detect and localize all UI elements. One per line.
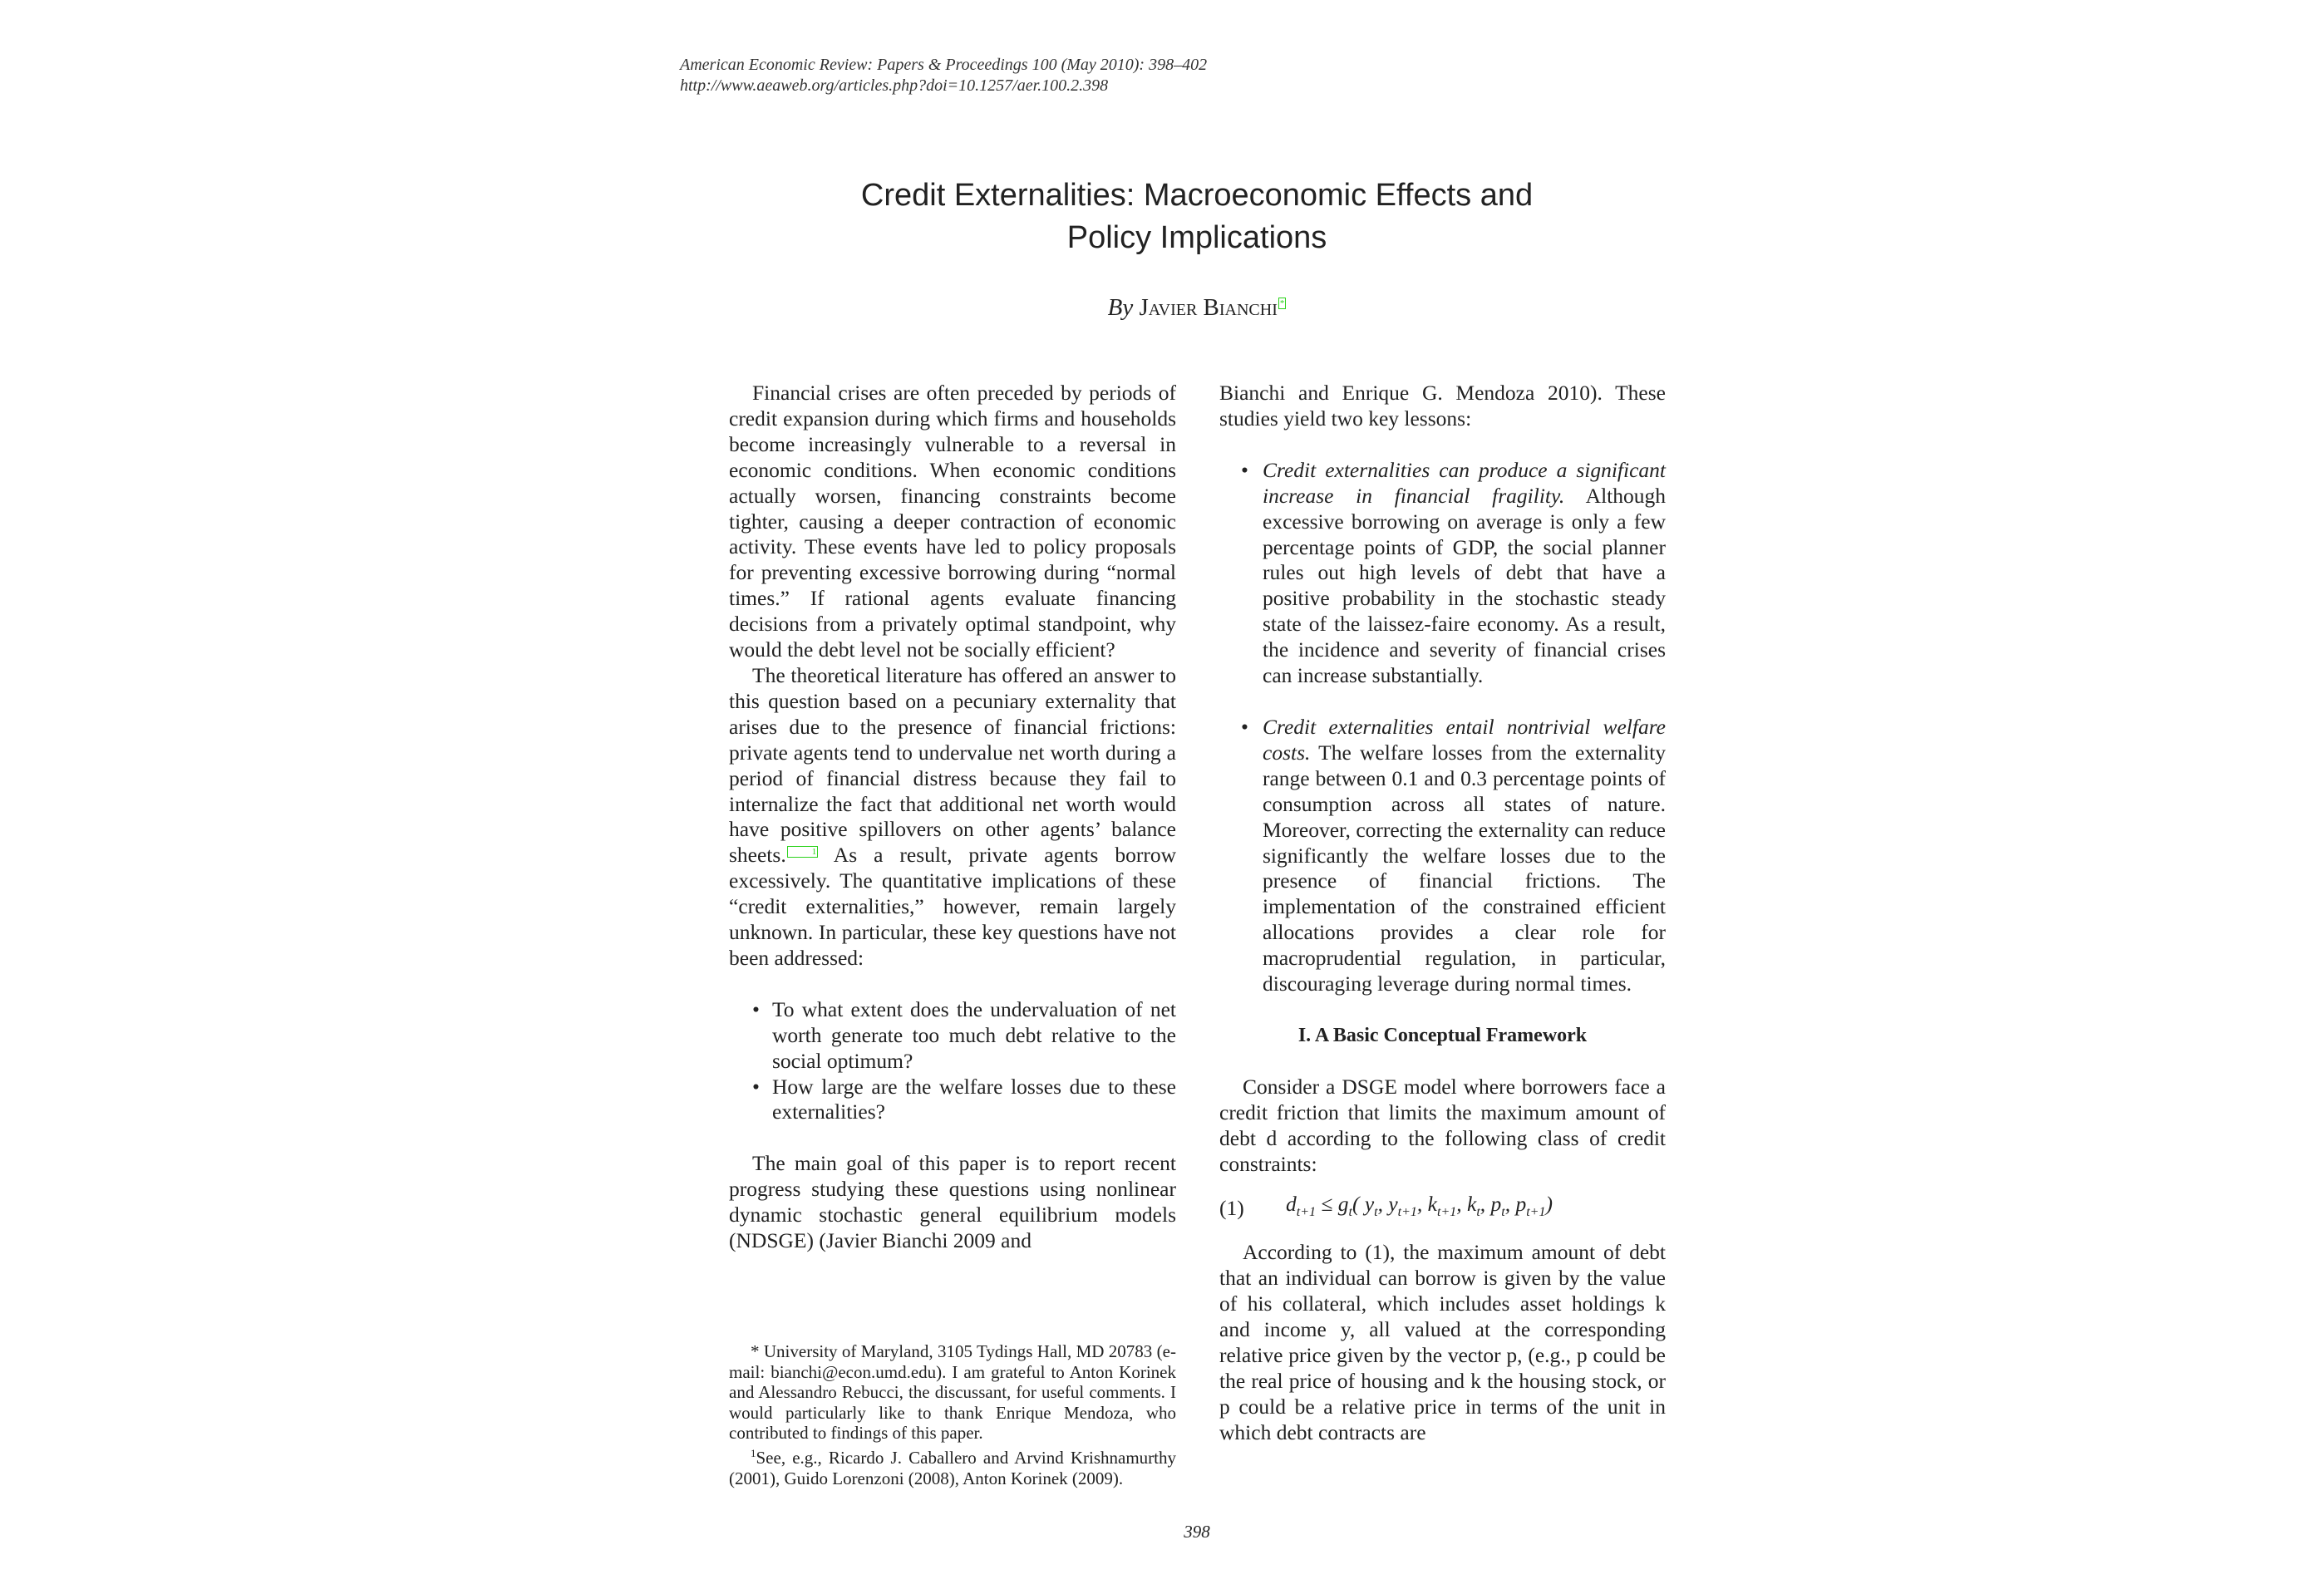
bullet-text: To what extent does the undervaluation of net worth generate too much debt relative to the social optimum? <box>772 996 1176 1073</box>
footnotes <box>729 1341 1176 1488</box>
title-line-1: Credit Externalities: Macroeconomic Effects and <box>860 178 1534 213</box>
author-name: Javier Bianchi <box>1139 294 1278 321</box>
bullet-text: How large are the welfare losses due to these externalities? <box>772 1074 1176 1124</box>
lesson-1-heading: Credit externalities can produce a significant increase in financial fragility. <box>1263 457 1666 508</box>
journal-citation: American Economic Review: Papers & Proceedings 100 (May 2010): 398–402 <box>680 56 1208 74</box>
footnote-1 <box>729 1444 1176 1488</box>
lesson-2-heading: Credit externalities entail nontrivial welfare costs. <box>1263 714 1666 765</box>
key-questions-list <box>729 997 1176 1126</box>
list-item: • Credit externalities entail nontrivial welfare costs. The welfare losses from the externality range between 0.1 and 0.3 percentage points of consumption across all states of nature. Moreover, correcting the externality can reduce significantly the welfare losses due to the presence of financial frictions. The implementation of the constrained efficient allocations provides a clear role for macroprudential regulation, in particular, discouraging leverage during normal times. <box>1241 714 1666 996</box>
intro-paragraph-1: Financial crises are often preceded by periods of credit expansion during which firms and households become increasingly vulnerable to a reversal in economic conditions. When economic conditions actually worsen, financing constraints become tighter, causing a deeper contraction of economic activity. These events have led to policy proposals for preventing excessive borrowing during “normal times.” If rational agents evaluate financing decisions from a privately optimal standpoint, why would the debt level not be socially efficient? <box>729 381 1176 662</box>
list-item: • Credit externalities can produce a significant increase in financial fragility. Although excessive borrowing on average is only a few percentage points of GDP, the social planner rules out high levels of debt that have a positive probability in the stochastic steady state of the laissez-faire economy. As a result, the incidence and severity of financial crises can increase substantially. <box>1241 457 1666 688</box>
byline-by: By <box>1107 294 1134 321</box>
framework-paragraph-2: According to (1), the maximum amount of debt that an individual can borrow is given by the value of his collateral, which includes asset holdings k and income y, all valued at the corresponding relative price given by the vector p, (e.g., p could be the real price of housing and k the housing stock, or p could be a relative price in terms of the unit in which debt contracts are <box>1219 1240 1666 1444</box>
section-heading: I. A Basic Conceptual Framework <box>1297 1024 1588 1046</box>
paper-title <box>582 175 1812 259</box>
equation-1 <box>1219 1193 1666 1223</box>
right-column <box>1219 381 1666 1446</box>
footnote-1-link[interactable]: 1 <box>787 846 819 858</box>
lesson-1-text: Although excessive borrowing on average is only a few percentage points of GDP, the social planner rules out high levels of debt that have a positive probability in the stochastic steady state of the laissez-faire economy. As a result, the incidence and severity of financial crises can increase substantially. <box>1263 483 1666 688</box>
author-footnote-link[interactable]: * <box>1279 298 1285 309</box>
intro-paragraph-2-part-a: The theoretical literature has offered an answer to this question based on a pecuniary externality that arises due to the presence of financial frictions: private agents tend to undervalue net worth during a period of financial distress because they fail to internalize the fact that additional net worth would have positive spillovers on other agents’ balance sheets. <box>729 662 1176 868</box>
page-number: 398 <box>1184 1522 1210 1542</box>
author-byline <box>582 293 1812 322</box>
article-url[interactable]: http://www.aeaweb.org/articles.php?doi=10.1257/aer.100.2.398 <box>680 76 1109 95</box>
continued-paragraph: Bianchi and Enrique G. Mendoza 2010). These studies yield two key lessons: <box>1219 381 1666 430</box>
footnote-1-mark: 1 <box>751 1446 756 1459</box>
framework-paragraph: Consider a DSGE model where borrowers face a credit friction that limits the maximum amount of debt d according to the following class of credit constraints: <box>1219 1074 1666 1176</box>
list-item: • How large are the welfare losses due to these externalities? <box>752 1074 1176 1124</box>
title-line-2: Policy Implications <box>1066 220 1327 255</box>
footnote-affiliation: * University of Maryland, 3105 Tydings Hall, MD 20783 (e-mail: bianchi@econ.umd.edu). I am grateful to Anton Korinek and Alessandro Rebucci, the discussant, for useful comments. I would particularly like to thank Enrique Mendoza, who contributed to findings of this paper. <box>729 1341 1176 1444</box>
lesson-2-text: The welfare losses from the externality range between 0.1 and 0.3 percentage points of consumption across all states of nature. Moreover, correcting the externality can reduce significantly the welfare losses due to the presence of financial frictions. The implementation of the constrained efficient allocations provides a clear role for macroprudential regulation, in particular, discouraging leverage during normal times. <box>1263 740 1666 996</box>
equation-body: $d_{t+1} \le g_t$( $y_t$, $y_{t+1}$, $k_{t+1}$, $k_t$, $p_t$, $p_{t+1}$) <box>1286 1191 1553 1220</box>
intro-paragraph-3: The main goal of this paper is to report recent progress studying these questions using nonlinear dynamic stochastic general equilibrium models (NDSGE) (Javier Bianchi 2009 and <box>729 1151 1176 1253</box>
list-item: • To what extent does the undervaluation of net worth generate too much debt relative to the social optimum? <box>752 996 1176 1073</box>
intro-paragraph-2 <box>729 663 1176 972</box>
intro-paragraph-2-part-b: As a result, private agents borrow excessively. The quantitative implications of these “credit externalities,” however, remain largely unknown. In particular, these key questions have not been addressed: <box>729 843 1176 970</box>
left-column <box>729 381 1176 1254</box>
footnote-1-text: See, e.g., Ricardo J. Caballero and Arvind Krishnamurthy (2001), Guido Lorenzoni (2008), Anton Korinek (2009). <box>729 1447 1176 1488</box>
equation-number: (1) <box>1219 1196 1244 1221</box>
key-lessons-list <box>1219 458 1666 997</box>
